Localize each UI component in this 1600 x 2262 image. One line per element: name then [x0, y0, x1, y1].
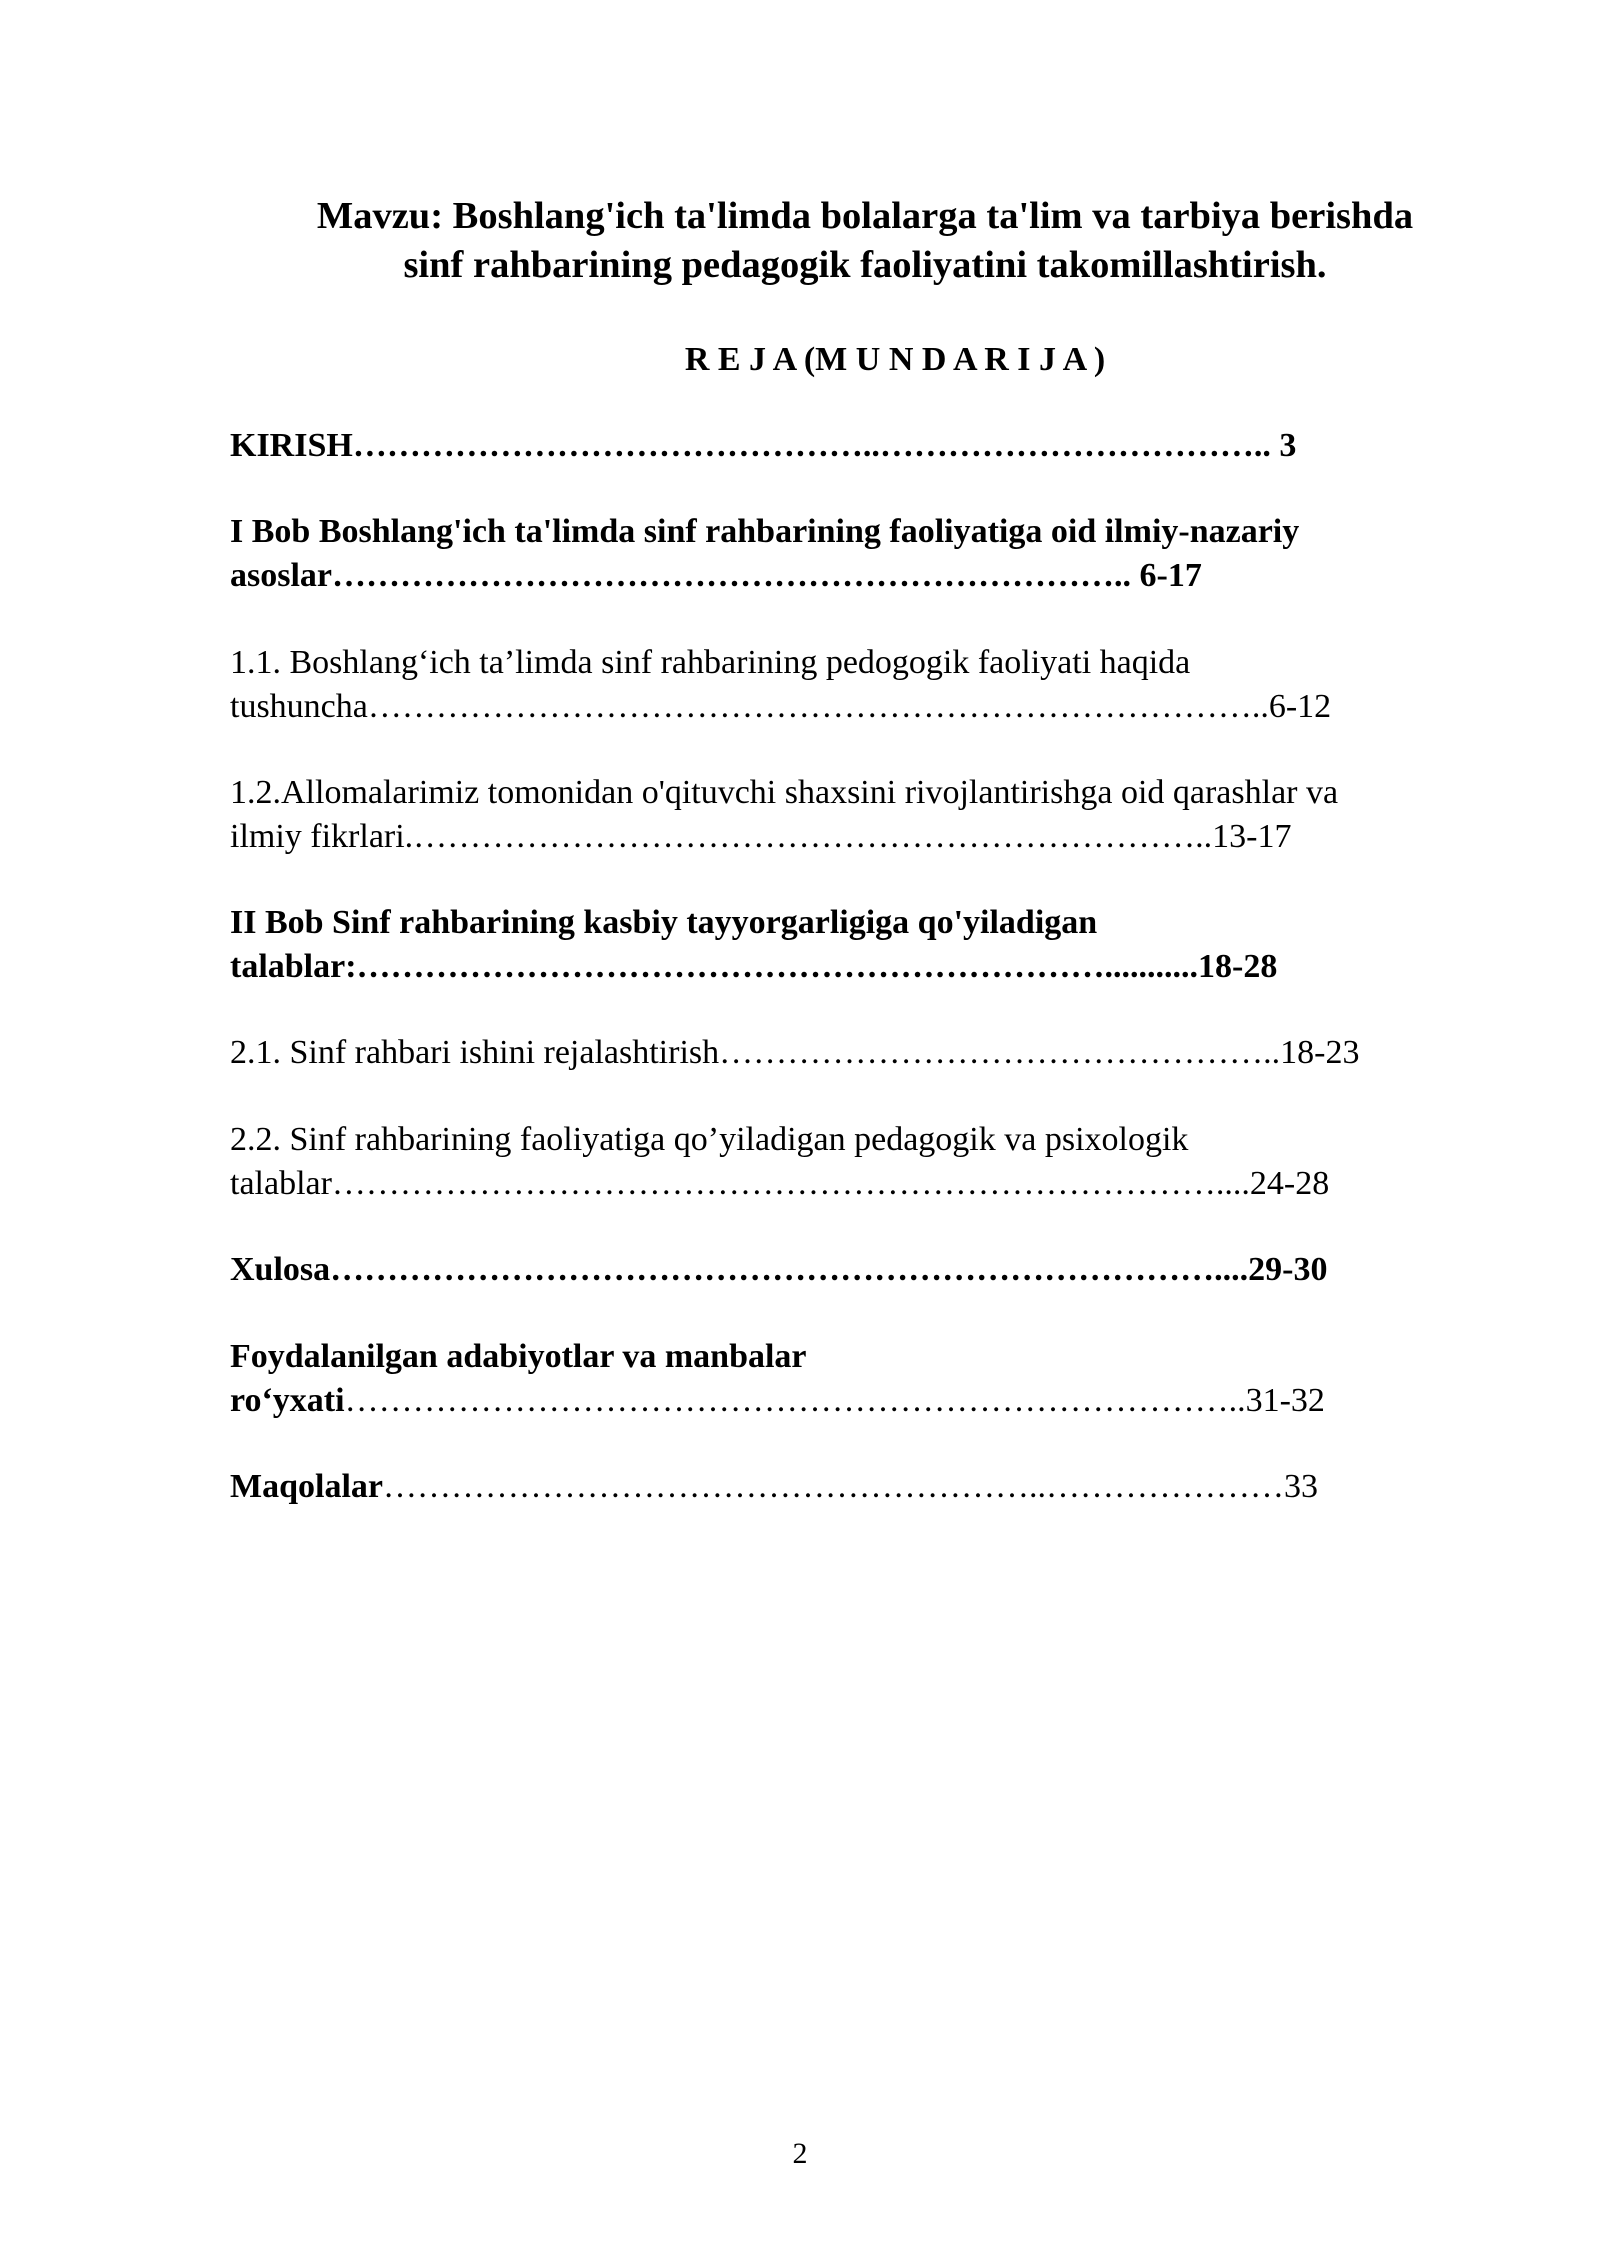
title-line-1: Mavzu: Boshlang'ich ta'limda bolalarga ta'lim va tarbiya berishda — [316, 195, 1414, 237]
toc-line: talablar……………………………………………………………………....24-28 — [230, 1165, 1330, 1202]
toc-line-rest: ……………………………………………………………………..31-32 — [344, 1382, 1325, 1419]
toc-entry-section-1-1 — [230, 641, 1331, 729]
toc-line-bold-part: Maqolalar — [230, 1468, 383, 1505]
toc-entry-section-2-1 — [230, 1031, 1359, 1075]
title-line-2: sinf rahbarining pedagogik faoliyatini takomillashtirish. — [403, 244, 1327, 286]
toc-line: tushuncha……………………………………………………………………..6-12 — [230, 688, 1332, 725]
toc-entry-section-1-2 — [230, 771, 1338, 859]
toc-line: II Bob Sinf rahbarining kasbiy tayyorgarligiga qo'yiladigan — [230, 904, 1098, 941]
toc-line: 1.1. Boshlang‘ich ta’limda sinf rahbarining pedogogik faoliyati haqida — [230, 644, 1191, 681]
toc-entry-chapter-1 — [230, 510, 1299, 598]
toc-entry-xulosa — [230, 1248, 1327, 1292]
toc-entry-bibliography — [230, 1335, 1325, 1423]
toc-line — [230, 1379, 1325, 1423]
toc-entry-maqolalar — [230, 1465, 1318, 1509]
toc-line: ilmiy fikrlari.……………………………………………………………..13-17 — [230, 818, 1292, 855]
toc-line-bold-part: ro‘yxati — [230, 1382, 345, 1419]
toc-line: 1.2.Allomalarimiz tomonidan o'qituvchi shaxsini rivojlantirishga oid qarashlar va — [230, 774, 1339, 811]
toc-line-rest: …………………………………………………..…………………33 — [382, 1468, 1318, 1505]
toc-entry-kirish — [230, 424, 1296, 468]
toc-line: talablar:…………………………………………………………...........18-28 — [230, 948, 1278, 985]
reja-heading: R E J A (M U N D A R I J A ) — [684, 341, 1106, 378]
toc-line: asoslar…………………………………………………………….. 6-17 — [230, 557, 1202, 594]
toc-entry-chapter-2 — [230, 901, 1277, 989]
toc-line: I Bob Boshlang'ich ta'limda sinf rahbarining faoliyatiga oid ilmiy-nazariy — [230, 513, 1300, 550]
toc-line — [230, 1465, 1318, 1509]
toc-entry-section-2-2 — [230, 1118, 1329, 1206]
toc-line: Foydalanilgan adabiyotlar va manbalar — [230, 1338, 807, 1375]
toc-line: 2.1. Sinf rahbari ishini rejalashtirish…………………………………………..18-23 — [230, 1034, 1360, 1071]
toc-line: KIRISH………………………………………..…………………………….. 3 — [230, 427, 1297, 464]
toc-line: Xulosa……………………………………………………………………....29-30 — [230, 1251, 1328, 1288]
document-title — [200, 192, 1530, 290]
toc-line: 2.2. Sinf rahbarining faoliyatiga qo’yiladigan pedagogik va psixologik — [230, 1121, 1189, 1158]
page-number: 2 — [792, 2137, 808, 2170]
